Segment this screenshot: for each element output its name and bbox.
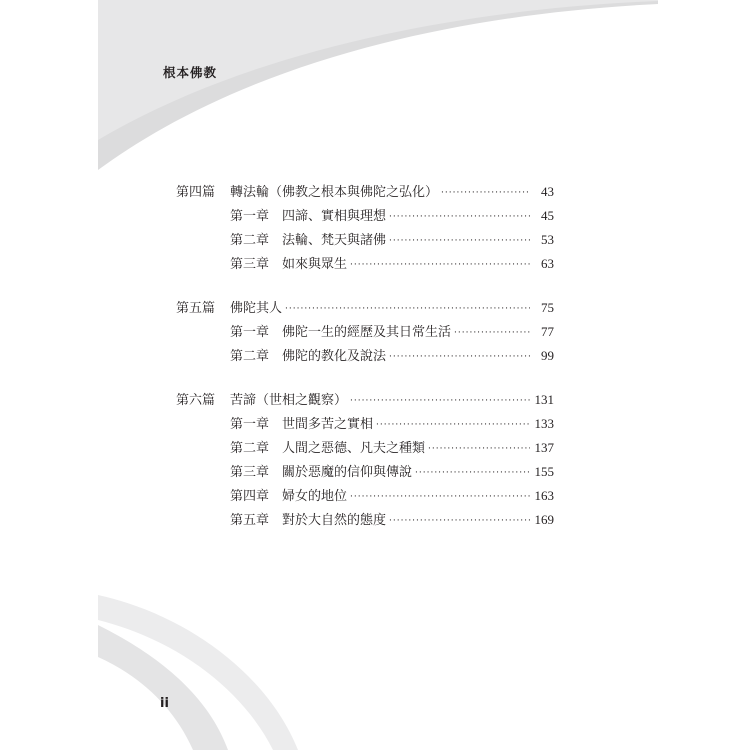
toc-chapter-entry-page-number: 99 (541, 348, 554, 363)
toc-chapter-entry (176, 228, 554, 252)
toc-part (176, 180, 554, 276)
toc-chapter-entry (176, 436, 554, 460)
toc-part-entry-title: 佛陀其人 (230, 301, 283, 316)
dot-leader (441, 181, 530, 205)
toc-chapter-entry-page-number: 169 (534, 512, 554, 527)
toc-part-entry (176, 180, 554, 204)
toc-chapter-entry-title: 佛陀一生的經歷及其日常生活 (282, 325, 452, 340)
toc-part-entry (176, 296, 554, 320)
toc-chapter-entry-title: 法輪、梵天與諸佛 (282, 233, 387, 248)
toc-chapter-entry-title: 世間多苦之實相 (282, 417, 374, 432)
toc-chapter-entry-page-number: 45 (541, 208, 554, 223)
table-of-contents (176, 180, 554, 552)
decorative-swoosh-bottom (98, 595, 298, 750)
toc-part-entry (176, 388, 554, 412)
toc-part-entry-number: 第五篇 (176, 301, 216, 316)
dot-leader (350, 485, 530, 509)
toc-chapter-entry-page-number: 155 (534, 464, 554, 479)
toc-chapter-entry (176, 320, 554, 344)
toc-chapter-entry-number: 第五章 (230, 513, 270, 528)
toc-chapter-entry (176, 252, 554, 276)
dot-leader (454, 321, 530, 345)
toc-chapter-entry-title: 佛陀的教化及說法 (282, 349, 387, 364)
dot-leader (428, 437, 530, 461)
decorative-swoosh-top (98, 0, 658, 175)
toc-part-entry-title: 轉法輪（佛教之根本與佛陀之弘化） (230, 185, 439, 200)
dot-leader (350, 389, 530, 413)
toc-chapter-entry (176, 204, 554, 228)
dot-leader (389, 509, 530, 533)
toc-part-entry-page-number: 131 (534, 392, 554, 407)
toc-chapter-entry-number: 第一章 (230, 325, 270, 340)
toc-chapter-entry-page-number: 77 (541, 324, 554, 339)
toc-chapter-entry-title: 對於大自然的態度 (282, 513, 387, 528)
toc-chapter-entry-page-number: 53 (541, 232, 554, 247)
toc-chapter-entry-page-number: 133 (534, 416, 554, 431)
toc-part-entry-page-number: 43 (541, 184, 554, 199)
toc-chapter-entry-page-number: 137 (534, 440, 554, 455)
dot-leader (350, 253, 530, 277)
dot-leader (389, 229, 530, 253)
toc-chapter-entry-page-number: 163 (534, 488, 554, 503)
toc-part-entry-number: 第四篇 (176, 185, 216, 200)
toc-chapter-entry-title: 人間之惡德、凡夫之種類 (282, 441, 426, 456)
toc-chapter-entry-number: 第二章 (230, 349, 270, 364)
toc-chapter-entry (176, 344, 554, 368)
toc-chapter-entry-number: 第三章 (230, 465, 270, 480)
toc-chapter-entry-title: 婦女的地位 (282, 489, 348, 504)
running-head: 根本佛教 (163, 65, 218, 80)
toc-chapter-entry-number: 第一章 (230, 417, 270, 432)
toc-chapter-entry-number: 第二章 (230, 233, 270, 248)
dot-leader (285, 297, 530, 321)
toc-part-entry-title: 苦諦（世相之觀察） (230, 393, 348, 408)
toc-chapter-entry (176, 484, 554, 508)
toc-part (176, 388, 554, 532)
toc-chapter-entry-title: 四諦、實相與理想 (282, 209, 387, 224)
toc-chapter-entry-number: 第四章 (230, 489, 270, 504)
toc-chapter-entry (176, 460, 554, 484)
dot-leader (415, 461, 530, 485)
toc-chapter-entry-number: 第三章 (230, 257, 270, 272)
dot-leader (389, 345, 530, 369)
toc-chapter-entry (176, 508, 554, 532)
toc-part (176, 296, 554, 368)
toc-chapter-entry-number: 第二章 (230, 441, 270, 456)
dot-leader (389, 205, 530, 229)
toc-chapter-entry-title: 關於惡魔的信仰與傳說 (282, 465, 413, 480)
toc-chapter-entry (176, 412, 554, 436)
toc-chapter-entry-title: 如來與眾生 (282, 257, 348, 272)
toc-chapter-entry-page-number: 63 (541, 256, 554, 271)
toc-part-entry-number: 第六篇 (176, 393, 216, 408)
toc-part-entry-page-number: 75 (541, 300, 554, 315)
page-folio: ii (160, 696, 169, 711)
dot-leader (376, 413, 530, 437)
toc-chapter-entry-number: 第一章 (230, 209, 270, 224)
